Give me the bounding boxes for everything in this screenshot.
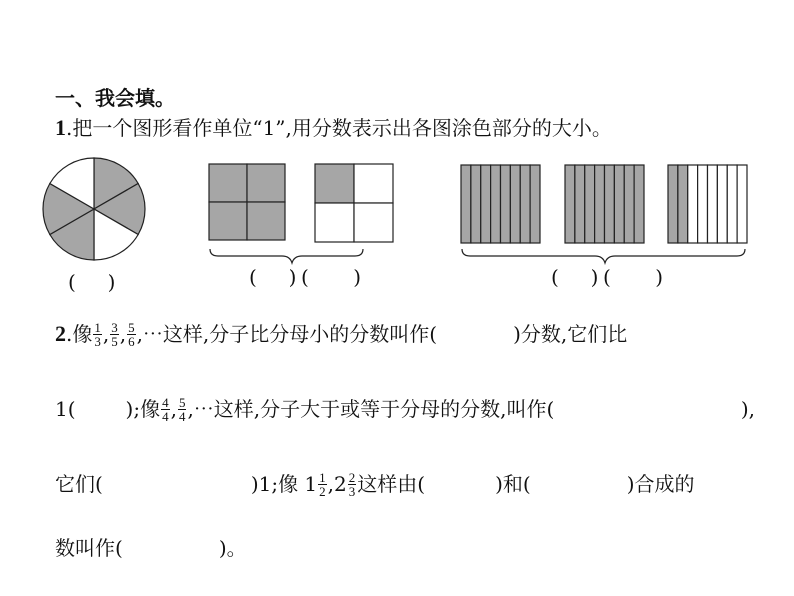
- fraction-5-4: $\frac{5}{4}$: [178, 394, 186, 424]
- question-2-number: 2: [55, 321, 66, 346]
- blank-bar-1[interactable]: ( ): [551, 265, 599, 289]
- bar-strip: [727, 165, 737, 243]
- blank-circle[interactable]: ( ): [68, 270, 116, 294]
- bar-strip: [605, 165, 615, 243]
- square-cell: [247, 164, 285, 202]
- blank-square-2[interactable]: ( ): [301, 265, 362, 289]
- mixed-fraction-1-2: $\frac{1}{2}$: [319, 469, 326, 499]
- bar-strip: [520, 165, 530, 243]
- question-2-line-2: [55, 395, 755, 423]
- q2-text-i: )1;像 1: [250, 472, 318, 496]
- separator: ,: [119, 322, 127, 346]
- question-2-line-3: [55, 470, 745, 498]
- bar-strip: [698, 165, 708, 243]
- bar-strip: [678, 165, 688, 243]
- square-cell: [315, 203, 354, 242]
- bar-strip: [565, 165, 575, 243]
- separator: ,: [170, 397, 177, 421]
- bar-strip: [471, 165, 481, 243]
- circle-figure: [43, 158, 145, 260]
- blank-square-1[interactable]: ( ): [249, 265, 297, 289]
- bar-strip: [624, 165, 634, 243]
- bar-strip: [461, 165, 471, 243]
- q2-text-a: .像: [66, 322, 93, 346]
- separator: ,: [102, 322, 110, 346]
- bar-strip: [510, 165, 520, 243]
- square-cell: [315, 164, 354, 203]
- bar-strip: [491, 165, 501, 243]
- question-1-text: .把一个图形看作单位“1”,用分数表示出各图涂色部分的大小。: [66, 116, 612, 140]
- fraction-4-4: $\frac{4}{4}$: [162, 394, 169, 424]
- bar-strip: [481, 165, 491, 243]
- q2-text-h: 它们(: [55, 472, 103, 496]
- question-1-number: 1: [55, 115, 66, 140]
- bar-strip: [708, 165, 718, 243]
- bar-strip: [688, 165, 698, 243]
- mixed-fraction-2-3: $\frac{2}{3}$: [348, 469, 356, 499]
- bar-strip: [737, 165, 747, 243]
- bar-strip: [634, 165, 644, 243]
- square-cell: [354, 164, 393, 203]
- blank-bar-2[interactable]: ( ): [603, 265, 664, 289]
- fraction-5-6: $\frac{5}{6}$: [128, 319, 135, 349]
- square-cell: [209, 202, 247, 240]
- q2-text-o: )。: [218, 536, 247, 560]
- q2-text-b: ,⋯这样,分子比分母小的分数叫作(: [136, 322, 438, 346]
- bar-strip: [717, 165, 727, 243]
- bar-strip: [585, 165, 595, 243]
- q2-text-f: ,⋯这样,分子大于或等于分母的分数,叫作(: [187, 397, 555, 421]
- q2-text-m: )合成的: [626, 472, 695, 496]
- squares-figure: [209, 164, 393, 242]
- question-2-line-4: [55, 534, 247, 562]
- question-2-line-1: [55, 320, 627, 348]
- q2-text-l: )和(: [495, 472, 531, 496]
- section-title: 一、我会填。: [55, 86, 175, 110]
- brace-squares: [210, 249, 363, 263]
- fraction-3-5: $\frac{3}{5}$: [111, 319, 118, 349]
- q2-text-k: 这样由(: [357, 472, 426, 496]
- bar-strip: [595, 165, 605, 243]
- bar-strip: [668, 165, 678, 243]
- bars-figure: [461, 165, 747, 243]
- q2-text-j: ,2: [327, 472, 347, 496]
- brace-bars: [462, 249, 745, 263]
- q2-text-d: 1(: [55, 397, 76, 421]
- q2-text-n: 数叫作(: [55, 536, 123, 560]
- fraction-1-3: $\frac{1}{3}$: [94, 319, 101, 349]
- bar-strip: [501, 165, 511, 243]
- square-cell: [354, 203, 393, 242]
- square-cell: [209, 164, 247, 202]
- bar-strip: [575, 165, 585, 243]
- bar-strip: [614, 165, 624, 243]
- q2-text-e: );像: [125, 397, 161, 421]
- q2-text-c: )分数,它们比: [513, 322, 628, 346]
- square-cell: [247, 202, 285, 240]
- bar-strip: [530, 165, 540, 243]
- q2-text-g: ),: [740, 397, 755, 421]
